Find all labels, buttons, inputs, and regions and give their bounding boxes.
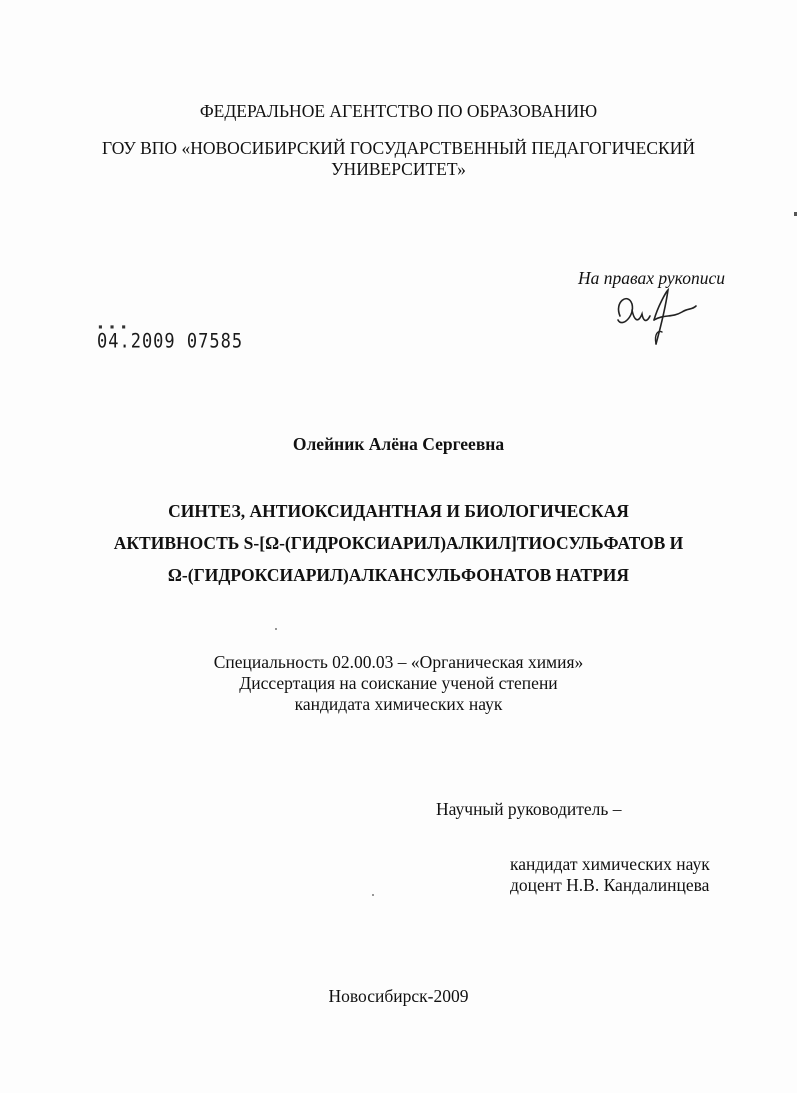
advisor-degree: кандидат химических наук (510, 854, 710, 874)
university-name-line1: ГОУ ВПО «НОВОСИБИРСКИЙ ГОСУДАРСТВЕННЫЙ ПЕДАГОГИЧЕСКИЙ (102, 138, 695, 158)
degree-field-line: кандидата химических наук (294, 694, 503, 714)
specialty-line: Специальность 02.00.03 – «Органическая химия» (213, 652, 584, 672)
library-stamp-number: 04.2009 07585 (97, 330, 244, 353)
author-name: Олейник Алёна Сергеевна (292, 434, 505, 454)
handwritten-signature (610, 286, 700, 348)
agency-heading: ФЕДЕРАЛЬНОЕ АГЕНТСТВО ПО ОБРАЗОВАНИЮ (199, 101, 598, 121)
city-year: Новосибирск-2009 (328, 986, 469, 1006)
dissertation-title-line1: СИНТЕЗ, АНТИОКСИДАНТНАЯ И БИОЛОГИЧЕСКАЯ (168, 501, 629, 521)
dissertation-title-line3: Ω-(ГИДРОКСИАРИЛ)АЛКАНСУЛЬФОНАТОВ НАТРИЯ (167, 565, 630, 585)
degree-line: Диссертация на соискание ученой степени (239, 673, 558, 693)
manuscript-rights-note: На правах рукописи (578, 268, 725, 288)
scan-speck (372, 894, 374, 896)
dissertation-title-line2: АКТИВНОСТЬ S-[Ω-(ГИДРОКСИАРИЛ)АЛКИЛ]ТИОСУЛЬФАТОВ И (113, 533, 684, 553)
stamp-dots: ▪ ▪ ▪ (98, 322, 128, 331)
advisor-name: доцент Н.В. Кандалинцева (510, 875, 710, 895)
advisor-label: Научный руководитель – (436, 799, 622, 819)
university-name-line2: УНИВЕРСИТЕТ» (331, 159, 466, 179)
scan-speck (275, 628, 277, 630)
